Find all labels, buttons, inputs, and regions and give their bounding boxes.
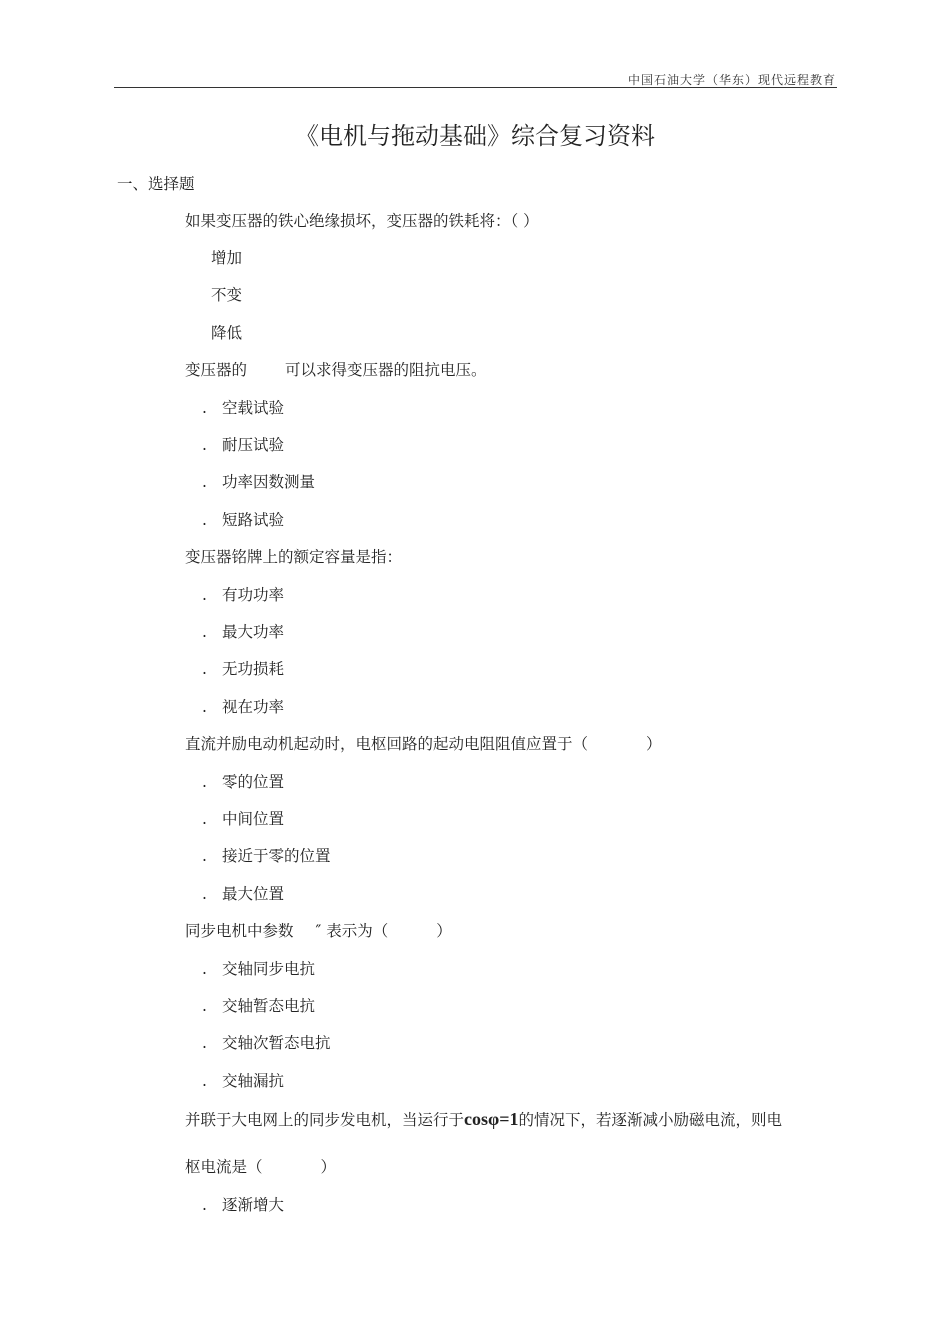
option-marker: . — [202, 623, 207, 641]
question-4-option — [202, 807, 284, 829]
option-marker: . — [202, 960, 207, 978]
document-title: 《电机与拖动基础》综合复习资料 — [295, 122, 655, 150]
question-2-option — [202, 470, 315, 492]
question-3-option — [202, 657, 284, 679]
question-5-option — [202, 957, 315, 979]
question-5-option — [202, 1031, 331, 1053]
question-2-option — [202, 433, 284, 455]
option-marker: . — [202, 885, 207, 903]
question-3-option — [202, 583, 284, 605]
question-4-option — [202, 844, 331, 866]
option-label: 功率因数测量 — [222, 473, 316, 491]
option-marker: . — [202, 436, 207, 454]
option-marker: . — [202, 586, 207, 604]
question-6-text-b: 的情况下，若逐渐减小励磁电流，则电 — [518, 1111, 783, 1129]
option-marker: . — [202, 399, 207, 417]
question-5-text-c: ） — [436, 922, 452, 940]
question-4-option — [202, 882, 284, 904]
option-label: 无功损耗 — [222, 660, 285, 678]
option-marker: . — [202, 810, 207, 828]
question-6-option — [202, 1193, 284, 1215]
option-label: 视在功率 — [222, 698, 285, 716]
question-1-option: 降低 — [211, 324, 243, 342]
option-label: 有功功率 — [222, 586, 285, 604]
option-marker: . — [202, 473, 207, 491]
question-4-option — [202, 770, 284, 792]
option-marker: . — [202, 773, 207, 791]
question-3: 变压器铭牌上的额定容量是指： — [185, 548, 403, 566]
option-marker: . — [202, 698, 207, 716]
option-label: 交轴次暂态电抗 — [222, 1034, 331, 1052]
option-label: 接近于零的位置 — [222, 847, 331, 865]
option-label: 耐压试验 — [222, 436, 285, 454]
question-1-option: 增加 — [211, 249, 243, 267]
question-2-option — [202, 396, 284, 418]
option-label: 交轴同步电抗 — [222, 960, 316, 978]
question-6-text-a: 并联于大电网上的同步发电机，当运行于 — [185, 1111, 465, 1129]
option-label: 交轴暂态电抗 — [222, 997, 316, 1015]
question-6-text-d: ） — [320, 1158, 337, 1176]
question-5 — [185, 919, 452, 941]
option-marker: . — [202, 997, 207, 1015]
option-marker: . — [202, 1072, 207, 1090]
question-5-text-a: 同步电机中参数 — [185, 922, 294, 940]
option-label: 短路试验 — [222, 511, 285, 529]
question-3-option — [202, 695, 284, 717]
question-6-text-c: 枢电流是（ — [185, 1158, 263, 1176]
power-factor-formula: cosφ=1 — [464, 1109, 519, 1129]
question-1-option: 不变 — [211, 286, 243, 304]
question-4-text-b: ） — [646, 735, 662, 753]
question-3-option — [202, 620, 284, 642]
question-5-text-b: ″ 表示为（ — [315, 922, 389, 940]
option-marker: . — [202, 660, 207, 678]
option-marker: . — [202, 511, 207, 529]
question-1: 如果变压器的铁心绝缘损坏，变压器的铁耗将：（ ） — [185, 212, 539, 230]
question-5-option — [202, 994, 315, 1016]
option-marker: . — [202, 1196, 207, 1214]
question-2-option — [202, 508, 284, 530]
option-marker: . — [202, 1034, 207, 1052]
option-label: 最大位置 — [222, 885, 285, 903]
question-5-option — [202, 1069, 284, 1091]
question-6-line-2 — [185, 1155, 336, 1177]
option-label: 逐渐增大 — [222, 1196, 285, 1214]
header-divider — [114, 87, 837, 88]
option-label: 最大功率 — [222, 623, 285, 641]
option-label: 空载试验 — [222, 399, 285, 417]
option-label: 中间位置 — [222, 810, 285, 828]
option-label: 交轴漏抗 — [222, 1072, 285, 1090]
question-2 — [185, 358, 487, 380]
header-text: 中国石油大学（华东）现代远程教育 — [627, 73, 836, 87]
question-4-text-a: 直流并励电动机起动时，电枢回路的起动电阻阻值应置于（ — [185, 735, 589, 753]
question-2-text-b: 可以求得变压器的阻抗电压。 — [285, 361, 487, 379]
question-4 — [185, 732, 662, 754]
option-marker: . — [202, 847, 207, 865]
option-label: 零的位置 — [222, 773, 285, 791]
question-2-text-a: 变压器的 — [185, 361, 248, 379]
section-heading: 一、选择题 — [117, 175, 195, 193]
question-6-line-1 — [185, 1108, 782, 1130]
